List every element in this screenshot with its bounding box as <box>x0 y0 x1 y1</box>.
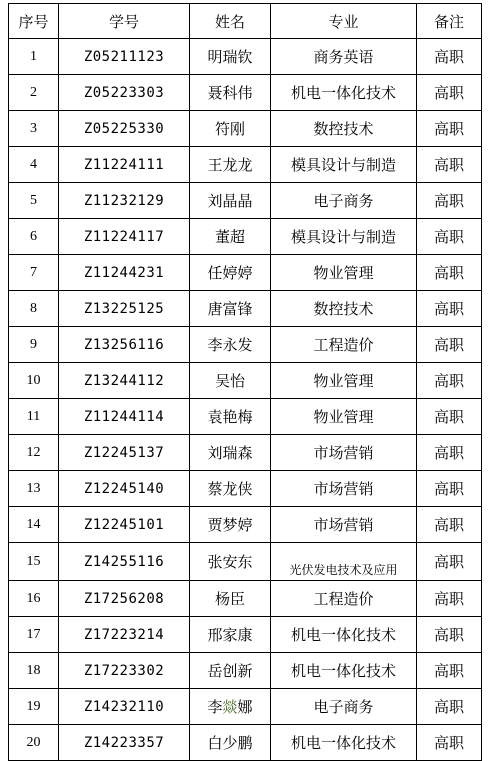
cell-note: 高职 <box>417 689 482 725</box>
cell-student-id: Z11224111 <box>59 147 190 183</box>
table-row <box>9 435 482 471</box>
cell-note: 高职 <box>417 291 482 327</box>
table-row <box>9 363 482 399</box>
cell-major: 电子商务 <box>271 689 417 725</box>
cell-major: 市场营销 <box>271 507 417 543</box>
cell-major: 机电一体化技术 <box>271 653 417 689</box>
cell-student-id: Z11232129 <box>59 183 190 219</box>
cell-major: 工程造价 <box>271 327 417 363</box>
cell-name: 李永发 <box>190 327 271 363</box>
cell-note: 高职 <box>417 507 482 543</box>
cell-student-id: Z12245140 <box>59 471 190 507</box>
cell-major: 物业管理 <box>271 363 417 399</box>
cell-student-id: Z13256116 <box>59 327 190 363</box>
table-row <box>9 617 482 653</box>
cell-seq: 5 <box>9 183 59 219</box>
cell-note: 高职 <box>417 183 482 219</box>
cell-name: 明瑞钦 <box>190 39 271 75</box>
header-seq: 序号 <box>9 4 59 39</box>
cell-major: 机电一体化技术 <box>271 75 417 111</box>
cell-note: 高职 <box>417 653 482 689</box>
cell-student-id: Z12245101 <box>59 507 190 543</box>
cell-seq: 12 <box>9 435 59 471</box>
cell-note: 高职 <box>417 725 482 761</box>
cell-major: 机电一体化技术 <box>271 617 417 653</box>
cell-student-id: Z17223302 <box>59 653 190 689</box>
cell-student-id: Z05211123 <box>59 39 190 75</box>
table-row <box>9 653 482 689</box>
cell-name: 张安东 <box>190 543 271 581</box>
table-row <box>9 507 482 543</box>
cell-name: 唐富锋 <box>190 291 271 327</box>
cell-seq: 2 <box>9 75 59 111</box>
table-row <box>9 725 482 761</box>
table-row <box>9 147 482 183</box>
cell-note: 高职 <box>417 327 482 363</box>
cell-seq: 20 <box>9 725 59 761</box>
cell-note: 高职 <box>417 39 482 75</box>
cell-student-id: Z17223214 <box>59 617 190 653</box>
student-table <box>8 3 482 761</box>
table-row <box>9 399 482 435</box>
header-note: 备注 <box>417 4 482 39</box>
cell-major: 工程造价 <box>271 581 417 617</box>
cell-seq: 15 <box>9 543 59 581</box>
cell-seq: 3 <box>9 111 59 147</box>
cell-note: 高职 <box>417 617 482 653</box>
table-row <box>9 471 482 507</box>
cell-major: 电子商务 <box>271 183 417 219</box>
cell-student-id: Z12245137 <box>59 435 190 471</box>
cell-seq: 17 <box>9 617 59 653</box>
table-row <box>9 689 482 725</box>
cell-note: 高职 <box>417 111 482 147</box>
cell-note: 高职 <box>417 399 482 435</box>
cell-student-id: Z05225330 <box>59 111 190 147</box>
header-student-id: 学号 <box>59 4 190 39</box>
cell-seq: 18 <box>9 653 59 689</box>
cell-name: 任婷婷 <box>190 255 271 291</box>
cell-note: 高职 <box>417 75 482 111</box>
cell-student-id: Z17256208 <box>59 581 190 617</box>
cell-student-id: Z11244114 <box>59 399 190 435</box>
cell-seq: 13 <box>9 471 59 507</box>
header-name: 姓名 <box>190 4 271 39</box>
cell-name: 杨臣 <box>190 581 271 617</box>
cell-name: 吴怡 <box>190 363 271 399</box>
cell-major: 模具设计与制造 <box>271 219 417 255</box>
cell-name: 岳创新 <box>190 653 271 689</box>
cell-major: 机电一体化技术 <box>271 725 417 761</box>
cell-student-id: Z11224117 <box>59 219 190 255</box>
cell-student-id: Z05223303 <box>59 75 190 111</box>
cell-note: 高职 <box>417 435 482 471</box>
cell-name: 王龙龙 <box>190 147 271 183</box>
cell-student-id: Z14223357 <box>59 725 190 761</box>
table-row <box>9 327 482 363</box>
table-row <box>9 255 482 291</box>
cell-name: 董超 <box>190 219 271 255</box>
table-row <box>9 219 482 255</box>
cell-major: 市场营销 <box>271 435 417 471</box>
cell-major: 数控技术 <box>271 111 417 147</box>
cell-seq: 16 <box>9 581 59 617</box>
document-sheet <box>8 3 482 761</box>
table-header-row <box>9 4 482 39</box>
cell-student-id: Z14232110 <box>59 689 190 725</box>
name-part: 李 <box>207 698 223 716</box>
cell-seq: 10 <box>9 363 59 399</box>
cell-major: 市场营销 <box>271 471 417 507</box>
cell-name: 白少鹏 <box>190 725 271 761</box>
cell-name: 符刚 <box>190 111 271 147</box>
cell-seq: 9 <box>9 327 59 363</box>
cell-note: 高职 <box>417 255 482 291</box>
cell-major: 物业管理 <box>271 255 417 291</box>
cell-note: 高职 <box>417 581 482 617</box>
cell-name <box>190 689 271 725</box>
cell-major: 光伏发电技术及应用 <box>271 543 417 581</box>
cell-major: 模具设计与制造 <box>271 147 417 183</box>
table-row <box>9 543 482 581</box>
cell-student-id: Z13244112 <box>59 363 190 399</box>
cell-name: 聂科伟 <box>190 75 271 111</box>
header-major: 专业 <box>271 4 417 39</box>
cell-seq: 1 <box>9 39 59 75</box>
cell-name: 刘瑞森 <box>190 435 271 471</box>
cell-seq: 6 <box>9 219 59 255</box>
cell-seq: 11 <box>9 399 59 435</box>
cell-name: 贾梦婷 <box>190 507 271 543</box>
cell-note: 高职 <box>417 219 482 255</box>
cell-name: 蔡龙侠 <box>190 471 271 507</box>
cell-major: 物业管理 <box>271 399 417 435</box>
table-row <box>9 39 482 75</box>
cell-seq: 8 <box>9 291 59 327</box>
cell-note: 高职 <box>417 363 482 399</box>
table-row <box>9 75 482 111</box>
cell-seq: 4 <box>9 147 59 183</box>
cell-seq: 14 <box>9 507 59 543</box>
name-part: 娜 <box>237 698 253 716</box>
table-row <box>9 183 482 219</box>
cell-name: 邢家康 <box>190 617 271 653</box>
table-row <box>9 291 482 327</box>
cell-student-id: Z11244231 <box>59 255 190 291</box>
cell-seq: 7 <box>9 255 59 291</box>
cell-name: 刘晶晶 <box>190 183 271 219</box>
name-part: 燚 <box>222 698 238 716</box>
cell-student-id: Z13225125 <box>59 291 190 327</box>
cell-note: 高职 <box>417 147 482 183</box>
table-row <box>9 111 482 147</box>
cell-major: 数控技术 <box>271 291 417 327</box>
cell-name: 袁艳梅 <box>190 399 271 435</box>
cell-note: 高职 <box>417 471 482 507</box>
cell-note: 高职 <box>417 543 482 581</box>
table-row <box>9 581 482 617</box>
cell-major: 商务英语 <box>271 39 417 75</box>
cell-student-id: Z14255116 <box>59 543 190 581</box>
cell-seq: 19 <box>9 689 59 725</box>
